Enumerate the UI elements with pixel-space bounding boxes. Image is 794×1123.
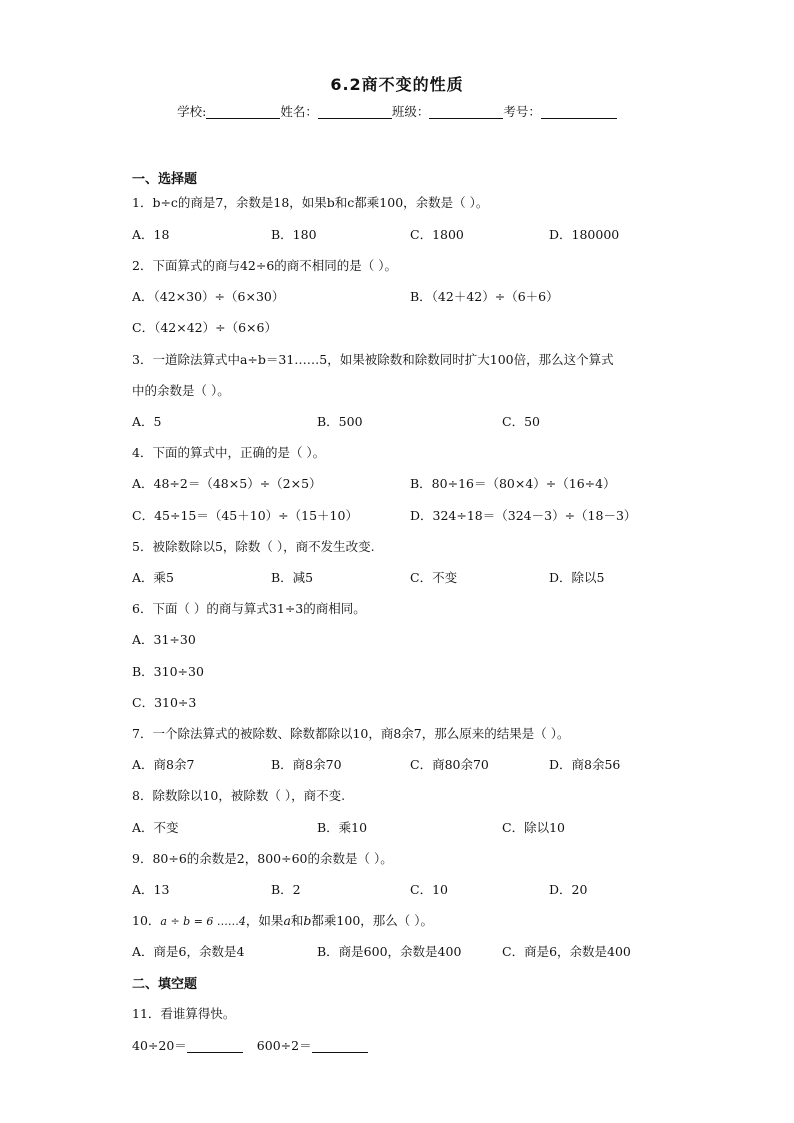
q7-option-a[interactable]: A．商8余7 (132, 757, 195, 772)
student-info-row (0, 102, 794, 120)
q4-option-b[interactable]: B．80÷16＝（80×4）÷（16÷4） (410, 476, 616, 491)
q9-option-b[interactable]: B．2 (271, 882, 301, 897)
q3-option-b[interactable]: B．500 (317, 414, 363, 429)
school-label: 学校: (177, 104, 207, 119)
q1-option-a[interactable]: A．18 (132, 227, 170, 242)
q5-option-c[interactable]: C．不变 (410, 570, 458, 585)
q4-option-c[interactable]: C．45÷15＝（45＋10）÷（15＋10） (132, 508, 358, 523)
q6-option-c[interactable]: C．310÷3 (132, 695, 197, 710)
q4-option-d[interactable]: D．324÷18＝（324－3）÷（18－3） (410, 508, 637, 523)
q5-option-a[interactable]: A．乘5 (132, 570, 174, 585)
q3-option-c[interactable]: C．50 (502, 414, 540, 429)
question-1-stem: 1．b÷c的商是7，余数是18，如果b和c都乘100，余数是（ ）。 (132, 195, 489, 210)
q1-option-d[interactable]: D．180000 (549, 227, 620, 242)
question-3-stem-line2: 中的余数是（ ）。 (132, 383, 230, 398)
name-label: 姓名： (280, 104, 318, 119)
question-3-stem-line1: 3．一道除法算式中a÷b＝31……5，如果被除数和除数同时扩大100倍，那么这个算式 (132, 352, 614, 367)
q11-expr-1: 40÷20＝ (132, 1038, 187, 1053)
q10-and-text: 和 (290, 913, 304, 928)
q8-option-b[interactable]: B．乘10 (317, 820, 368, 835)
q4-option-a[interactable]: A．48÷2＝（48×5）÷（2×5） (132, 476, 322, 491)
q10-formula: a ÷ b = 6 ……4 (160, 915, 246, 928)
question-9-stem: 9．80÷6的余数是2，800÷60的余数是（ ）。 (132, 851, 393, 866)
q5-option-b[interactable]: B．减5 (271, 570, 314, 585)
q7-option-d[interactable]: D．商8余56 (549, 757, 621, 772)
q11-blank-1[interactable] (187, 1038, 243, 1053)
name-blank[interactable] (318, 104, 392, 119)
q1-option-c[interactable]: C．1800 (410, 227, 464, 242)
q10-tail-text: 都乘100，那么（ ）。 (311, 913, 434, 928)
q8-option-a[interactable]: A．不变 (132, 820, 179, 835)
question-5-stem: 5．被除数除以5，除数（ ），商不发生改变. (132, 539, 375, 554)
question-4-stem: 4．下面的算式中，正确的是（ ）。 (132, 445, 326, 460)
q7-option-b[interactable]: B．商8余70 (271, 757, 342, 772)
q10-mid-text: ，如果 (245, 913, 284, 928)
q3-option-a[interactable]: A．5 (132, 414, 162, 429)
q2-option-a[interactable]: A．（42×30）÷（6×30） (132, 289, 285, 304)
q10-option-b[interactable]: B．商是600，余数是400 (317, 944, 462, 959)
q11-expressions (132, 1036, 368, 1054)
q8-option-c[interactable]: C．除以10 (502, 820, 565, 835)
number-blank[interactable] (541, 104, 617, 119)
class-blank[interactable] (429, 104, 503, 119)
section-heading-fill: 二、填空题 (132, 977, 198, 992)
school-blank[interactable] (206, 104, 280, 119)
q10-var-a: a (283, 913, 291, 928)
q10-option-a[interactable]: A．商是6，余数是4 (132, 944, 245, 959)
section-heading-choice: 一、选择题 (132, 172, 198, 187)
q9-option-a[interactable]: A．13 (132, 882, 170, 897)
q11-expr-2: 600÷2＝ (256, 1038, 312, 1053)
q9-option-c[interactable]: C．10 (410, 882, 448, 897)
q7-option-c[interactable]: C．商80余70 (410, 757, 489, 772)
q5-option-d[interactable]: D．除以5 (549, 570, 605, 585)
q6-option-b[interactable]: B．310÷30 (132, 664, 204, 679)
class-label: 班级： (391, 104, 430, 119)
question-7-stem: 7．一个除法算式的被除数、除数都除以10，商8余7，那么原来的结果是（ ）。 (132, 726, 570, 741)
q10-var-b: b (303, 913, 312, 928)
page-title: 6.2商不变的性质 (330, 75, 464, 94)
number-label: 考号： (503, 104, 541, 119)
q1-option-b[interactable]: B．180 (271, 227, 317, 242)
q2-option-b[interactable]: B．（42＋42）÷（6＋6） (410, 289, 559, 304)
q11-blank-2[interactable] (312, 1038, 368, 1053)
q6-option-a[interactable]: A．31÷30 (132, 632, 196, 647)
q10-number: 10． (132, 913, 161, 928)
q10-option-c[interactable]: C．商是6，余数是400 (502, 944, 631, 959)
question-8-stem: 8．除数除以10，被除数（ ），商不变. (132, 788, 346, 803)
q9-option-d[interactable]: D．20 (549, 882, 588, 897)
question-6-stem: 6．下面（ ）的商与算式31÷3的商相同。 (132, 601, 366, 616)
q2-option-c[interactable]: C．（42×42）÷（6×6） (132, 320, 277, 335)
question-2-stem: 2．下面算式的商与42÷6的商不相同的是（ ）。 (132, 258, 398, 273)
question-10-stem (132, 911, 433, 929)
question-11-stem: 11．看谁算得快。 (132, 1006, 236, 1021)
